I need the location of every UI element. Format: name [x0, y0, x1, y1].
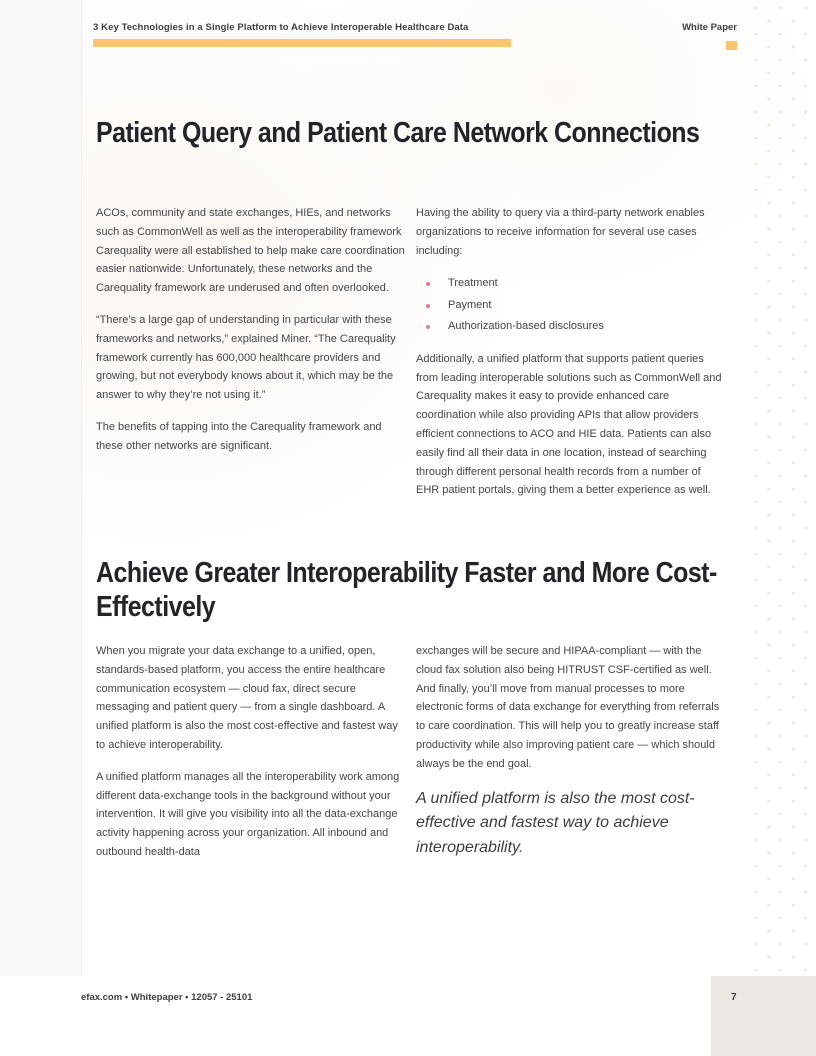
decorative-dot-pattern [746, 0, 816, 976]
section2-left-column [96, 642, 406, 875]
page-number-box [711, 976, 816, 1056]
list-item-label: Authorization-based disclosures [448, 320, 604, 333]
bullet-icon [426, 304, 430, 308]
paragraph: When you migrate your data exchange to a unified, open, standards-based platform, you access the entire healthcare communication ecosystem — cloud fax, direct secure messaging and patient query — from a single dashboard. A unified platform is also the most cost-effective and fastest way to achieve interoperability. [96, 645, 398, 751]
bullet-icon [426, 325, 430, 329]
paragraph: ACOs, community and state exchanges, HIEs, and networks such as CommonWell as well as the interoperability framework Carequality were all established to help make care coordination easier nationwide. Unfortunately, these networks and the Carequality framework are underused and often overlooked. [96, 207, 405, 295]
paragraph: exchanges will be secure and HIPAA-compliant — with the cloud fax solution also being HITRUST CSF-certified as well. And finally, you’ll move from manual processes to more electronic forms of data exchange for everything from referrals to care coordination. This will help you to greatly increase staff productivity while also improving patient care — which should always be the end goal. [416, 645, 720, 770]
section-title-interoperability: Achieve Greater Interoperability Faster and More Cost-Effectively [96, 557, 717, 623]
list-item [416, 273, 726, 295]
header-accent-bar [93, 39, 511, 47]
section-title-patient-query: Patient Query and Patient Care Network Connections [96, 117, 700, 149]
header-accent-square [726, 41, 737, 50]
paragraph: Additionally, a unified platform that supports patient queries from leading interoperable solutions such as CommonWell and Carequality makes it easy to provide enhanced care coordination while also providing APIs that allow providers efficient connections to ACO and HIE data. Patients can also easily find all their data in one location, instead of searching through different personal health records from a number of EHR patient portals, giving them a better experience as well. [416, 352, 722, 497]
list-item [416, 295, 726, 317]
page-number: 7 [731, 992, 737, 1003]
page-header [93, 22, 737, 52]
paragraph: The benefits of tapping into the Carequality framework and these other networks are significant. [96, 420, 382, 452]
footer-info: efax.com • Whitepaper • 12057 - 25101 [81, 992, 253, 1003]
doc-type-label: White Paper [682, 22, 737, 33]
paragraph-quote: “There’s a large gap of understanding in particular with these frameworks and networks,” explained Miner. “The Carequality framework currently has 600,000 healthcare providers and growing, but not everybody knows about it, which may be the answer to why they’re not using it.” [96, 313, 396, 402]
use-case-list [416, 273, 726, 338]
section1-right-column [416, 204, 726, 513]
section2-right-column [416, 642, 726, 860]
pull-quote: A unified platform is also the most cost-effective and fastest way to achieve interoperability. [416, 789, 695, 856]
bullet-icon [426, 282, 430, 286]
document-title: 3 Key Technologies in a Single Platform to Achieve Interoperable Healthcare Data [93, 22, 469, 33]
list-item [416, 316, 726, 338]
paragraph: A unified platform manages all the interoperability work among different data-exchange tools in the background without your intervention. It will give you visibility into all the data-exchange activity happening across your organization. All inbound and outbound health-data [96, 770, 400, 858]
paragraph: Having the ability to query via a third-party network enables organizations to receive information for several use cases including: [416, 207, 705, 257]
list-item-label: Payment [448, 298, 492, 311]
left-margin-strip [0, 0, 82, 976]
section1-left-column [96, 204, 406, 469]
list-item-label: Treatment [448, 277, 498, 290]
